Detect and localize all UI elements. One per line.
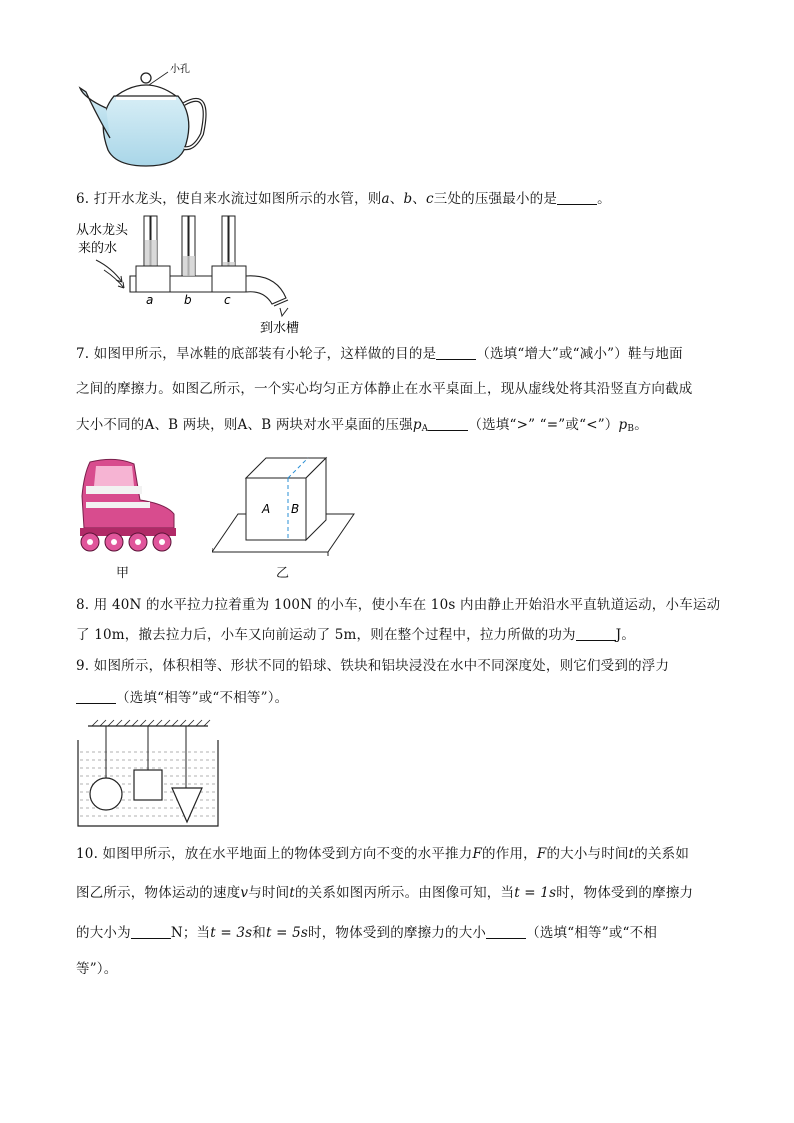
svg-text:b: b: [184, 293, 192, 307]
q6-question: 6. 打开水龙头，使自来水流过如图所示的水管，则a、b、c三处的压强最小的是 。: [76, 191, 611, 207]
q7-line1: 7. 如图甲所示，旱冰鞋的底部装有小轮子，这样做的目的是 （选填“增大”或“减小”）鞋与地面: [76, 346, 683, 362]
q8-line2: 了 10m，撤去拉力后，小车又向前运动了 5m，则在整个过程中，拉力所做的功为 J。: [76, 627, 636, 643]
q10-line3: 的大小为 N；当t = 3s和t = 5s时，物体受到的摩擦力的大小 （选填“相等”或“不相: [76, 925, 658, 941]
svg-text:到水槽: 到水槽: [260, 321, 300, 336]
q8-answer-blank[interactable]: [576, 628, 616, 641]
cube-on-table-figure: [212, 456, 356, 556]
svg-text:B: B: [291, 502, 300, 516]
q9-answer-blank[interactable]: [76, 691, 116, 704]
q7-blank-2[interactable]: [428, 418, 468, 431]
q6-answer-blank[interactable]: [557, 192, 597, 205]
svg-text:a: a: [146, 293, 154, 307]
q9-line2: （选填“相等”或“不相等”）。: [76, 689, 288, 707]
svg-text:从水龙头: 从水龙头: [76, 223, 129, 238]
fig-caption-jia: 甲: [116, 566, 130, 581]
submerged-objects-figure: [76, 718, 222, 828]
svg-text:来的水: 来的水: [78, 241, 118, 256]
aluminum-block: [172, 788, 202, 822]
q10-line2: 图乙所示，物体运动的速度v与时间t的关系如图丙所示。由图像可知，当t = 1s时，物体受到的摩擦力: [76, 885, 694, 901]
q10-line4: 等”）。: [76, 961, 118, 977]
svg-text:c: c: [224, 293, 231, 307]
iron-block: [134, 770, 162, 800]
pipe-figure: [76, 212, 316, 340]
lead-ball: [90, 778, 122, 810]
q10-line1: 10. 如图甲所示，放在水平地面上的物体受到方向不变的水平推力F的作用，F的大小与时间t的关系如: [76, 846, 690, 862]
q7-line3: 大小不同的A、B 两块，则A、B 两块对水平桌面的压强$p_A$ （选填“>” “=”或“$<”)p_B$。: [76, 417, 648, 434]
q8-line1: 8. 用 40N 的水平拉力拉着重为 100N 的小车，使小车在 10s 内由静止开始沿水平直轨道运动，小车运动: [76, 597, 721, 613]
q10-blank-2[interactable]: [486, 926, 526, 939]
q7-line2: 之间的摩擦力。如图乙所示，一个实心均匀正方体静止在水平桌面上，现从虚线处将其沿竖直方向截成: [76, 381, 693, 397]
q7-blank-1[interactable]: [436, 347, 476, 360]
teapot-hole-label: 小孔: [170, 64, 190, 75]
teapot-figure: [76, 58, 216, 170]
roller-skate-image: [76, 456, 180, 552]
svg-text:A: A: [262, 502, 271, 516]
fig-caption-yi: 乙: [276, 566, 290, 581]
teapot-body: [103, 96, 189, 166]
q10-blank-1[interactable]: [131, 926, 171, 939]
q9-line1: 9. 如图所示，体积相等、形状不同的铅球、铁块和铝块浸没在水中不同深度处，则它们受到的浮力: [76, 658, 670, 674]
